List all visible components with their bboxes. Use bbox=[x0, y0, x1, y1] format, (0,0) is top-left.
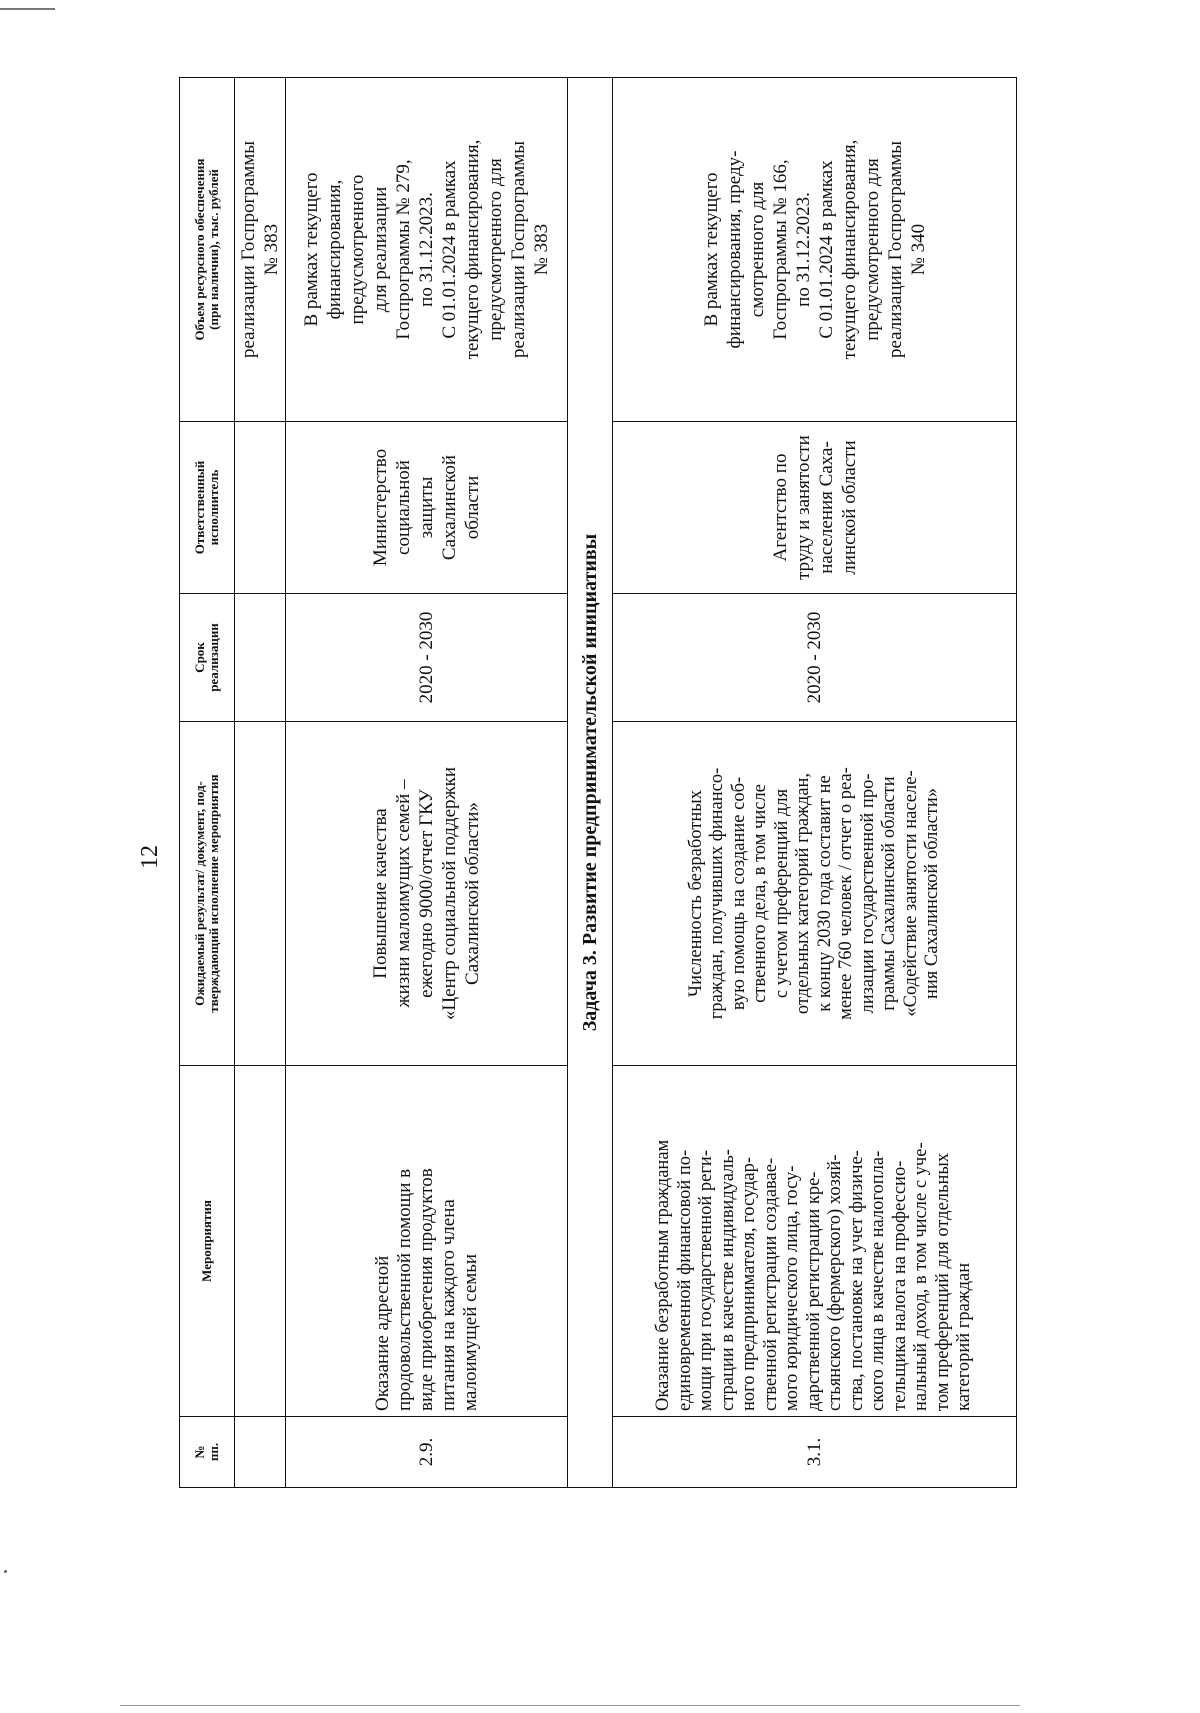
row-term: 2020 - 2030 bbox=[613, 594, 1017, 722]
continuation-row bbox=[235, 78, 286, 1488]
task-heading-row bbox=[568, 78, 613, 1488]
row-activity: Оказание адресной продовольственной помощи в виде приобретения продуктов питания на каждого члена малоимущей семьи bbox=[286, 1066, 568, 1417]
continuation-funding: реализации Госпрограммы № 383 bbox=[235, 78, 286, 422]
row-executor: Агентство по труду и занятости населения Саха- линской области bbox=[613, 422, 1017, 594]
header-term: Срок реализации bbox=[180, 594, 235, 722]
header-result: Ожидаемый результат/ документ, под- тверждающий исполнение мероприятия bbox=[180, 722, 235, 1066]
row-result: Численность безработных граждан, получивших финансо- вую помощь на создание соб- ственного дела, в том числе с учетом преференций для отдельных категорий граждан, к концу 2030 года составит не менее 760 человек / отчет о реа- лизации государственной про- граммы Сахалинской области «Содействие занятости населе- ния Сахалинской области» bbox=[613, 722, 1017, 1066]
continuation-result bbox=[235, 722, 286, 1066]
continuation-num bbox=[235, 1417, 286, 1488]
row-funding: В рамках текущего финансирования, преду- смотренного для Госпрограммы № 166, по 31.12.2023. С 01.01.2024 в рамках текущего финансирования, предусмотренного для реализации Госпрограммы № 340 bbox=[613, 78, 1017, 422]
page-number: 12 bbox=[137, 845, 163, 869]
header-num: № пп. bbox=[180, 1417, 235, 1488]
rotated-table-wrapper bbox=[179, 78, 1009, 1488]
table-row bbox=[286, 78, 568, 1488]
table-header-row bbox=[180, 78, 235, 1488]
header-funding: Объем ресурсного обеспечения (при наличии), тыс. рублей bbox=[180, 78, 235, 422]
row-term: 2020 - 2030 bbox=[286, 594, 568, 722]
header-activity: Мероприятия bbox=[180, 1066, 235, 1417]
row-funding: В рамках текущего финансирования, предусмотренного для реализации Госпрограммы № 279, по 31.12.2023. С 01.01.2024 в рамках текущего финансирования, предусмотренного для реализации Госпрограммы № 383 bbox=[286, 78, 568, 422]
table-row bbox=[613, 78, 1017, 1488]
continuation-term bbox=[235, 594, 286, 722]
scan-edge-line bbox=[120, 1705, 1020, 1706]
continuation-executor bbox=[235, 422, 286, 594]
activities-table bbox=[179, 77, 1017, 1488]
row-number: 3.1. bbox=[613, 1417, 1017, 1488]
task-heading: Задача 3. Развитие предпринимательской инициативы bbox=[568, 78, 613, 1488]
row-number: 2.9. bbox=[286, 1417, 568, 1488]
row-result: Повышение качества жизни малоимущих семей – ежегодно 9000/отчет ГКУ «Центр социальной поддержки Сахалинской области» bbox=[286, 722, 568, 1066]
continuation-activity bbox=[235, 1066, 286, 1417]
scan-speck bbox=[4, 1570, 7, 1573]
row-activity: Оказание безработным гражданам единовременной финансовой по- мощи при государственной реги- страции в качестве индивидуаль- ного предпринимателя, государ- ственной регистрации создавае- мого юридического лица, госу- дарственной регистрации кре- стьянского (фермерского) хозяй- ства, постановке на учет физиче- ского лица в качестве налогопла- тельщика налога на профессио- нальный доход, в том числе с уче- том преференций для отдельных категорий граждан bbox=[613, 1066, 1017, 1417]
header-executor: Ответственный исполнитель bbox=[180, 422, 235, 594]
row-executor: Министерство социальной защиты Сахалинской области bbox=[286, 422, 568, 594]
scan-mark bbox=[0, 8, 55, 10]
